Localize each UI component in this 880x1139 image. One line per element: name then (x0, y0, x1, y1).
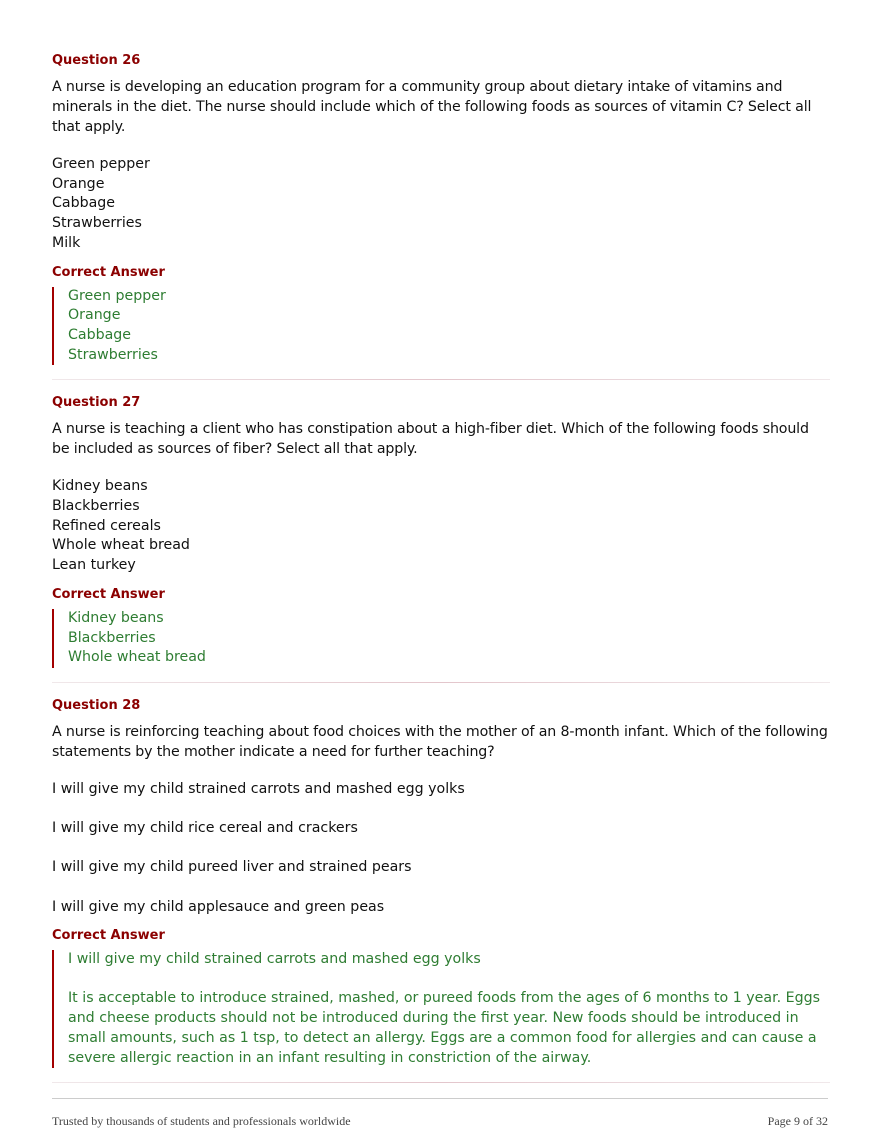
question-title: Question 27 (52, 395, 141, 411)
option: I will give my child pureed liver and strained pears (52, 859, 412, 876)
option: Whole wheat bread (52, 537, 190, 554)
answer: Whole wheat bread (68, 649, 206, 666)
option: Strawberries (52, 215, 142, 232)
option: Lean turkey (52, 557, 136, 574)
option-list (52, 477, 830, 576)
question-title: Question 28 (52, 697, 141, 713)
correct-answer-label: Correct Answer (52, 928, 165, 944)
answer: Kidney beans (68, 609, 164, 626)
footer-divider (52, 1098, 828, 1099)
correct-answer-label: Correct Answer (52, 264, 165, 280)
answer: Blackberries (68, 629, 156, 646)
answer-explanation: It is acceptable to introduce strained, mashed, or pureed foods from the ages of 6 months to 1 year. Eggs and cheese products should not be introduced during the first year. New foods should be introduced in small amounts, such as 1 tsp, to detect an allergy. Eggs are a common food for allergies and can cause a severe allergic reaction in an infant resulting in constriction of the airway. (68, 990, 820, 1066)
option: Milk (52, 234, 81, 251)
answer: Strawberries (68, 346, 158, 363)
question-text: A nurse is reinforcing teaching about food choices with the mother of an 8-month infant. Which of the following statements by the mother indicate a need for further teaching? (52, 723, 828, 760)
question-list (52, 51, 830, 1096)
answer: Cabbage (68, 326, 132, 343)
divider (52, 682, 830, 683)
option: Green pepper (52, 156, 150, 172)
option: Kidney beans (52, 478, 148, 495)
question-text: A nurse is developing an education program for a community group about dietary intake of vitamins and minerals in the diet. The nurse should include which of the following foods as sources of vitamin C? Select all that apply. (52, 79, 812, 135)
question-text: A nurse is teaching a client who has constipation about a high-fiber diet. Which of the following foods should be included as sources of fiber? Select all that apply. (52, 421, 809, 458)
option: I will give my child applesauce and green peas (52, 898, 385, 915)
page-number: Page 9 of 32 (767, 1114, 828, 1128)
question-28 (52, 696, 830, 1068)
option: I will give my child strained carrots and mashed egg yolks (52, 780, 465, 797)
answer: Orange (68, 307, 121, 324)
option-list (52, 780, 830, 917)
question-27 (52, 393, 830, 668)
correct-answer-block (52, 950, 830, 1068)
option: Cabbage (52, 195, 116, 212)
option: Blackberries (52, 498, 140, 515)
option: I will give my child rice cereal and crackers (52, 820, 358, 837)
footer-tagline: Trusted by thousands of students and professionals worldwide (52, 1114, 351, 1128)
question-title: Question 26 (52, 53, 141, 68)
option: Refined cereals (52, 517, 161, 534)
correct-answer-label: Correct Answer (52, 586, 165, 602)
correct-answer-block (52, 609, 830, 668)
option: Orange (52, 175, 105, 192)
page-footer (52, 1114, 828, 1129)
option-list (52, 155, 830, 254)
answer: Green pepper (68, 287, 166, 304)
divider (52, 1082, 830, 1083)
correct-answer-block (52, 287, 830, 366)
divider (52, 379, 830, 380)
answer: I will give my child strained carrots and mashed egg yolks (68, 951, 481, 968)
question-26 (52, 51, 830, 365)
